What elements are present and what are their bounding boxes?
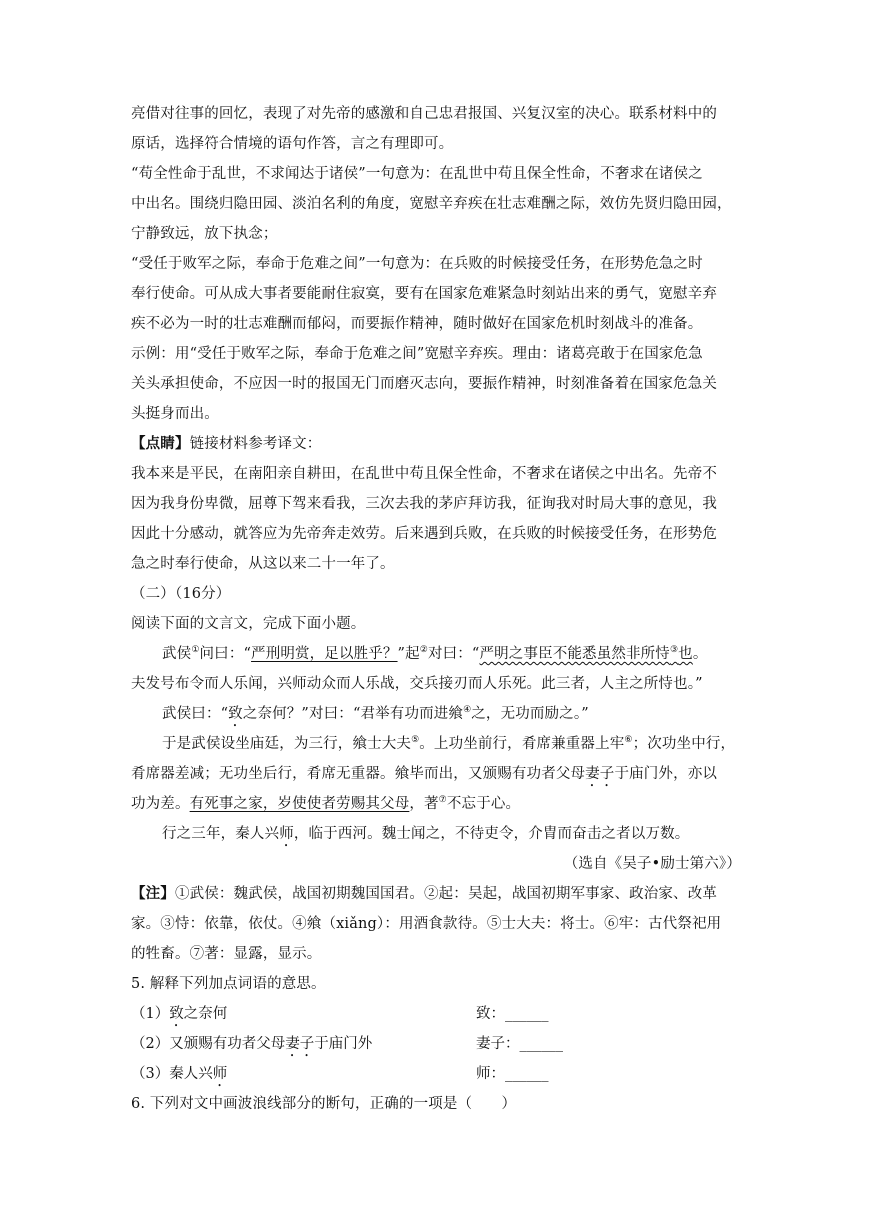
question-5-stem: 5. 解释下列加点词语的意思。: [131, 976, 326, 992]
analysis-line: 示例：用“受任于败军之际，奉命于危难之间”宽慰辛弃疾。理由：诸葛亮敢于在国家危急: [131, 346, 703, 362]
wavy-text: 也: [678, 646, 693, 662]
translation-line: 我本来是平民，在南阳亲自耕田，在乱世中苟且保全性命，不奢求在诸侯之中出名。先帝不: [131, 466, 717, 482]
question-5-item-3: [131, 1059, 741, 1090]
passage-text: 功为差。: [131, 796, 190, 812]
analysis-line: 宁静致远，放下执念；: [131, 226, 278, 242]
analysis-line: 奉行使命。可从成大事者要能耐住寂寞，要有在国家危难紧急时刻站出来的勇气，宽慰辛弃: [131, 286, 717, 302]
passage-text: 肴席器差减；无功坐后行，肴席无重器。飨毕而出，又颁赐有功者父母: [131, 766, 586, 782]
dianjing-text: 链接材料参考译文：: [189, 436, 322, 452]
translation-line: 因为我身份卑微，屈尊下驾来看我，三次去我的茅庐拜访我，征询我对时局大事的意见，我: [131, 496, 717, 512]
translation-line: 因此十分感动，就答应为先帝奔走效劳。后来遇到兵败，在兵败的时候接受任务，在形势危: [131, 526, 717, 542]
answer-blank-1[interactable]: 致：______: [476, 1006, 549, 1022]
dotted-word: 师: [212, 1066, 228, 1082]
passage-line: [162, 639, 741, 669]
note-marker: ⑦: [438, 795, 447, 806]
underlined-sentence: 有死事之家，岁使使者劳赐其父母: [189, 796, 410, 812]
passage-text: 不忘于心。: [446, 796, 521, 812]
analysis-line: 关头承担使命，不应因一时的报国无门而磨灭志向，要振作精神，时刻准备着在国家危急关: [131, 376, 717, 392]
notes-label: 【注】: [131, 885, 175, 902]
item-text: 于庙门外: [314, 1036, 373, 1052]
question-5-item-2: [131, 1029, 741, 1060]
dotted-word: 妻子: [585, 766, 615, 782]
passage-line: [131, 759, 741, 790]
note-marker: ①: [191, 645, 200, 656]
passage-line: [131, 789, 741, 819]
passage-text: 武侯: [162, 646, 192, 662]
passage-text: 。上功坐前行，肴席兼重器上牢: [419, 736, 625, 752]
note-marker: ③: [669, 645, 679, 656]
notes-text: ①武侯：魏武侯，战国初期魏国国君。②起：吴起，战国初期军事家、政治家、改革: [174, 886, 717, 902]
item-text: （1）: [131, 1006, 170, 1022]
answer-blank-2[interactable]: 妻子：______: [476, 1036, 563, 1052]
passage-text: ，临于西河。魏士闻之，不待吏令，介胄而奋击之者以万数。: [293, 826, 690, 842]
item-text: （3）秦人兴: [131, 1066, 213, 1082]
section-heading: （二）（16分）: [131, 586, 231, 602]
item-text: 之奈何: [183, 1006, 228, 1022]
analysis-line: 亮借对往事的回忆，表现了对先帝的感激和自己忠君报国、兴复汉室的决心。联系材料中的: [131, 106, 717, 122]
note-marker: ④: [463, 705, 472, 716]
question-5-item-1: [131, 999, 741, 1030]
dianjing-label: 【点睛】: [131, 435, 190, 452]
notes-line: [131, 879, 741, 909]
passage-text: 之，无功而励之。”: [471, 706, 589, 722]
notes-line: 的牲畜。⑦著：显露，显示。: [131, 946, 322, 962]
analysis-line: “受任于败军之际，奉命于危难之间”一句意为：在兵败的时候接受任务，在形势危急之时: [131, 256, 703, 272]
dotted-word: 师: [279, 826, 294, 842]
dotted-word: 致: [228, 706, 243, 722]
translation-line: 急之时奉行使命，从这以来二十一年了。: [131, 556, 395, 572]
item-text: （2）又颁赐有功者父母: [131, 1036, 286, 1052]
notes-line: 家。③恃：依靠，依仗。④飨（xiǎng）：用酒食款待。⑤士大夫：将士。⑥牢：古代祭祀用: [131, 916, 722, 932]
passage-text: 对曰：“: [427, 646, 480, 662]
note-marker: ②: [419, 645, 428, 656]
instruction: 阅读下面的文言文，完成下面小题。: [131, 616, 366, 632]
analysis-line: 中出名。围绕归隐田园、淡泊名利的角度，宽慰辛弃疾在壮志难酬之际，效仿先贤归隐田园，: [131, 196, 732, 212]
wavy-text: 严明之事臣不能悉虽然非所恃: [479, 646, 670, 662]
passage-text: 。: [692, 646, 708, 662]
note-marker: ⑥: [624, 735, 633, 746]
passage-text: 于庙门外，亦以: [614, 766, 718, 782]
passage-text: 行之三年，秦人兴: [162, 826, 280, 842]
analysis-line: “苟全性命于乱世，不求闻达于诸侯”一句意为：在乱世中苟且保全性命，不奢求在诸侯之: [131, 166, 703, 182]
passage-text: ；次功坐中行，: [632, 736, 736, 752]
passage-source: （选自《吴子•励士第六》）: [563, 856, 741, 872]
dotted-word: 致: [169, 1006, 184, 1022]
underlined-sentence: 严刑明赏，足以胜乎？: [251, 646, 398, 662]
passage-line: [162, 729, 741, 759]
passage-text: 问曰：“: [199, 646, 252, 662]
analysis-line: 头挺身而出。: [131, 406, 219, 422]
note-marker: ⑤: [411, 735, 420, 746]
dotted-word: 妻子: [285, 1036, 315, 1052]
passage-text: 之奈何？”对曰：“君举有功而进飨: [242, 706, 464, 722]
passage-line: [162, 699, 741, 730]
answer-blank-3[interactable]: 师：______: [476, 1066, 549, 1082]
wavy-underlined-sentence: [480, 646, 693, 662]
passage-text: ”起: [397, 646, 420, 662]
dianjing-line: [131, 429, 741, 459]
passage-line: 夫发号布令而人乐闻，兴师动众而人乐战，交兵接刃而人乐死。此三者，人主之所恃也。”: [131, 676, 703, 692]
passage-line: [162, 819, 741, 850]
passage-text: 武侯曰：“: [162, 706, 229, 722]
question-6-stem: 6. 下列对文中画波浪线部分的断句，正确的一项是（ ）: [131, 1096, 517, 1112]
passage-text: 于是武侯设坐庙廷，为三行，飨士大夫: [162, 736, 412, 752]
analysis-line: 疾不必为一时的壮志难酬而郁闷，而要振作精神，随时做好在国家危机时刻战斗的准备。: [131, 316, 703, 332]
passage-text: ，著: [409, 796, 439, 812]
analysis-line: 原话，选择符合情境的语句作答，言之有理即可。: [131, 136, 454, 152]
